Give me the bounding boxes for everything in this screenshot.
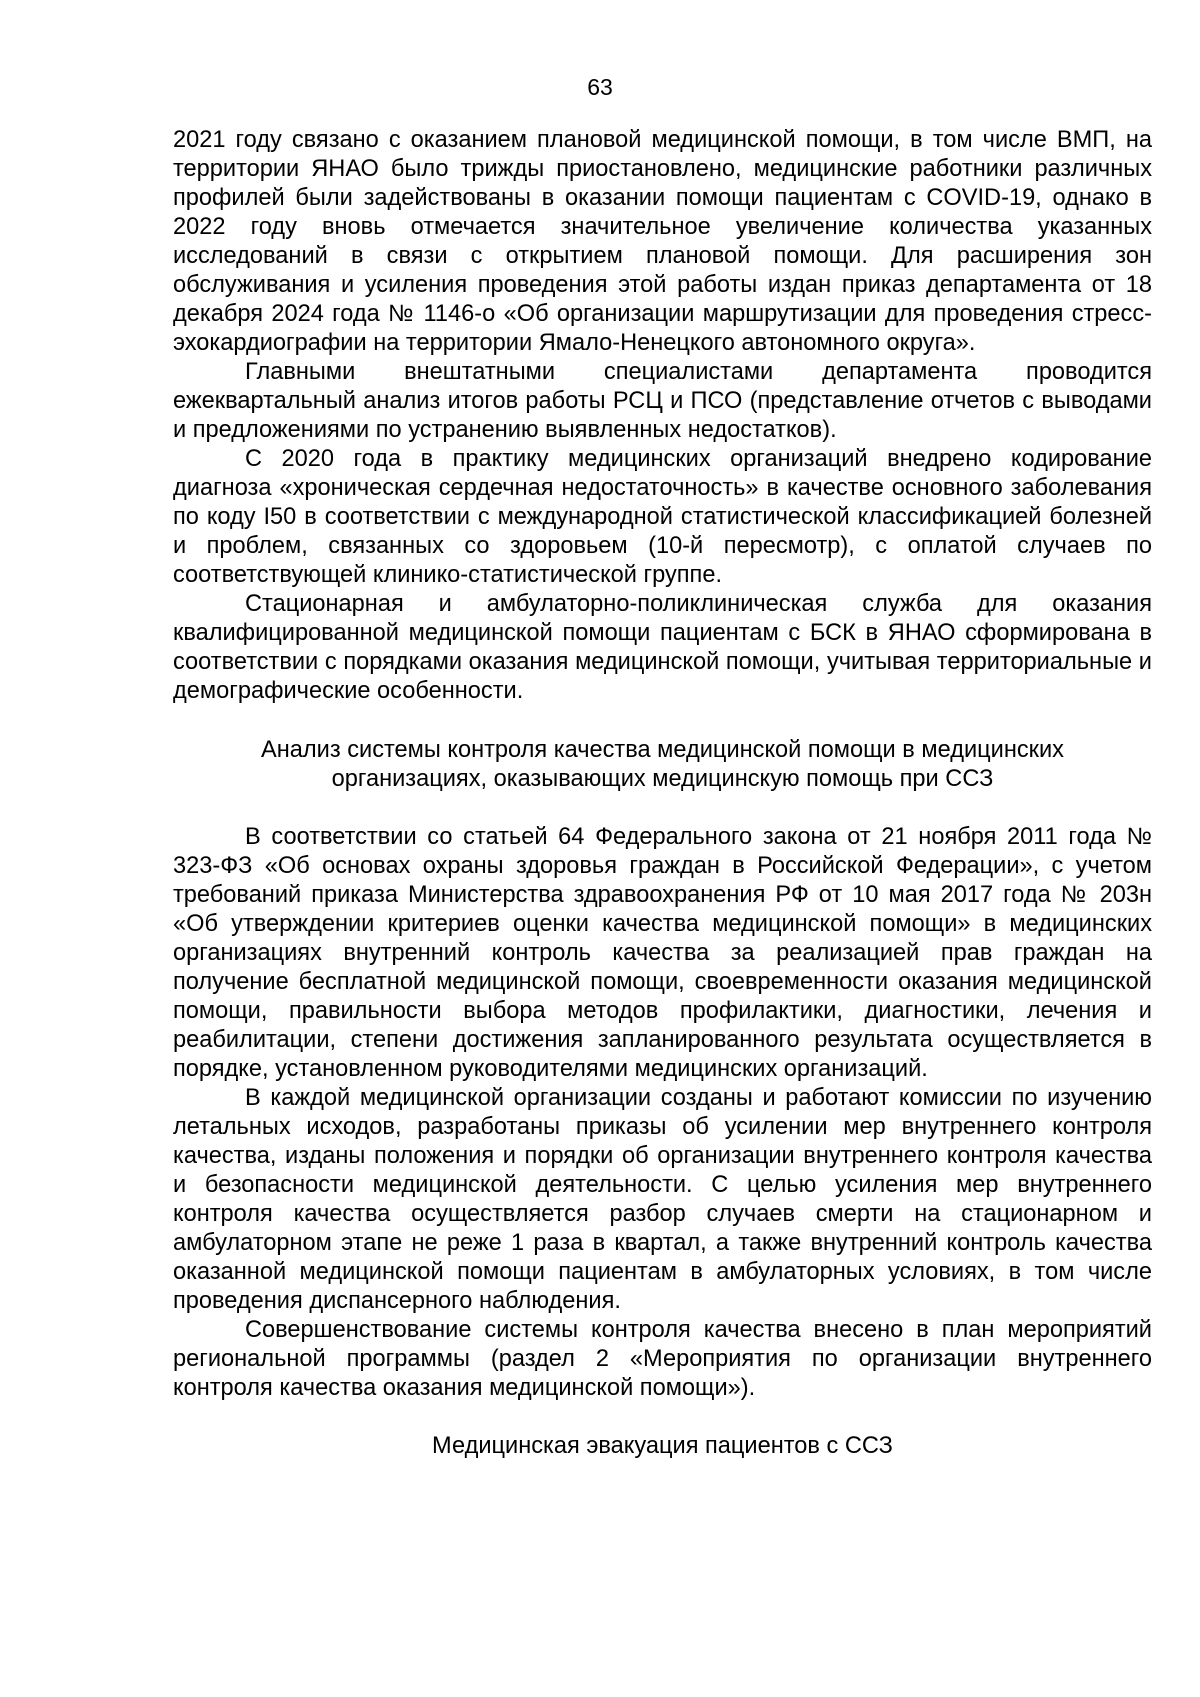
paragraph-commissions: В каждой медицинской организации созданы и работают комиссии по изучению летальных исходов, разработаны приказы об усилении мер внутреннего контроля качества, изданы положения и порядки об организации внутреннего контроля качества и безопасности медицинской деятельности. С целью усиления мер внутреннего контроля качества осуществляется разбор случаев смерти на стационарном и амбулаторном этапе не реже 1 раза в квартал, а также внутренний контроль качества оказанной медицинской помощи пациентам в амбулаторных условиях, в том числе проведения диспансерного наблюдения. (173, 1085, 1152, 1314)
section-heading-medical-evacuation: Медицинская эвакуация пациентов с ССЗ (432, 1433, 893, 1459)
section-heading-quality-control: Анализ системы контроля качества медицинской помощи в медицинских организациях, оказывающих медицинскую помощь при ССЗ (261, 737, 1064, 792)
paragraph-hf-coding: С 2020 года в практику медицинских организаций внедрено кодирование диагноза «хроническая сердечная недостаточность» в качестве основного заболевания по коду I50 в соответствии с международной статистической классификацией болезней и проблем, связанных со здоровьем (10-й пересмотр), с оплатой случаев по соответствующей клинико-статистической группе. (173, 446, 1152, 588)
page-number: 63 (587, 74, 613, 100)
document-body (173, 126, 1152, 1461)
paragraph-continuation: 2021 году связано с оказанием плановой медицинской помощи, в том числе ВМП, на территории ЯНАО было трижды приостановлено, медицинские работники различных профилей были задействованы в оказании помощи пациентам с COVID-19, однако в 2022 году вновь отмечается значительное увеличение количества указанных исследований в связи с открытием плановой помощи. Для расширения зон обслуживания и усиления проведения этой работы издан приказ департамента от 18 декабря 2024 года № 1146-о «Об организации маршрутизации для проведения стресс-эхокардиографии на территории Ямало-Ненецкого автономного округа». (173, 127, 1152, 356)
paragraph-analysis-reports: Главными внештатными специалистами департамента проводится ежеквартальный анализ итогов работы РСЦ и ПСО (представление отчетов с выводами и предложениями по устранению выявленных недостатков). (173, 359, 1152, 443)
paragraph-regional-program: Совершенствование системы контроля качества внесено в план мероприятий региональной программы (раздел 2 «Мероприятия по организации внутреннего контроля качества оказания медицинской помощи»). (173, 1317, 1152, 1401)
paragraph-legal-basis: В соответствии со статьей 64 Федерального закона от 21 ноября 2011 года № 323-ФЗ «Об основах охраны здоровья граждан в Российской Федерации», с учетом требований приказа Министерства здравоохранения РФ от 10 мая 2017 года № 203н «Об утверждении критериев оценки качества медицинской помощи» в медицинских организациях внутренний контроль качества за реализацией прав граждан на получение бесплатной медицинской помощи, своевременности оказания медицинской помощи, правильности выбора методов профилактики, диагностики, лечения и реабилитации, степени достижения запланированного результата осуществляется в порядке, установленном руководителями медицинских организаций. (173, 824, 1152, 1082)
paragraph-inpatient-outpatient-service: Стационарная и амбулаторно-поликлиническая служба для оказания квалифицированной медицинской помощи пациентам с БСК в ЯНАО сформирована в соответствии с порядками оказания медицинской помощи, учитывая территориальные и демографические особенности. (173, 591, 1152, 704)
